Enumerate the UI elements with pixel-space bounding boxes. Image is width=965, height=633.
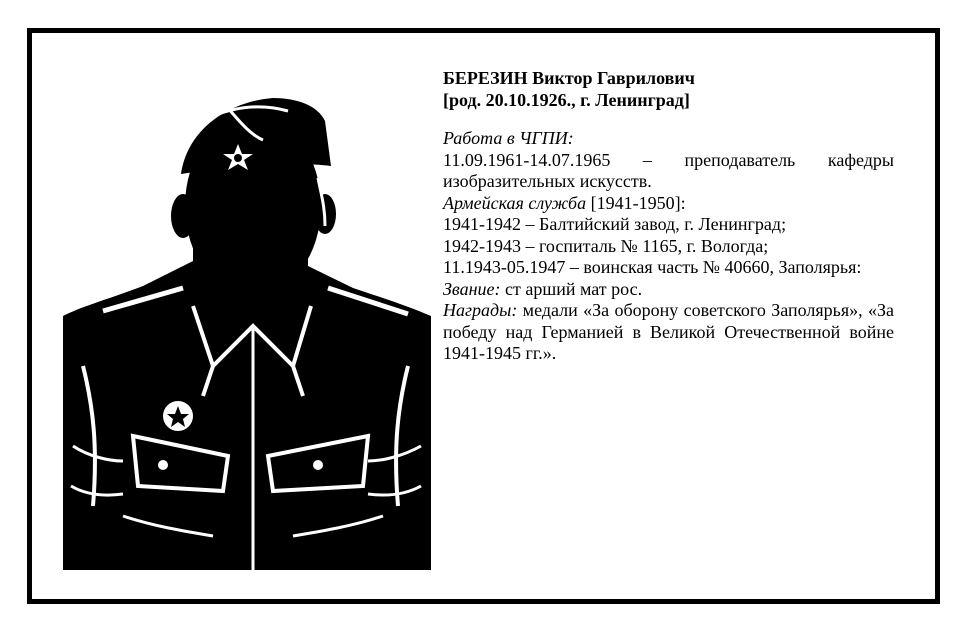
army-entry: 11.1943-05.1947 – воинская часть № 40660, Заполярья: — [443, 257, 862, 277]
awards-text: медали «За оборону советского Заполярья», «За победу над Германией в Великой Отечественной войне 1941-1945 гг.». — [443, 300, 894, 363]
army-section — [443, 193, 894, 279]
memorial-card — [27, 28, 940, 604]
rank-text: ст арший мат рос. — [500, 278, 643, 299]
army-label: Армейская служба — [443, 192, 587, 213]
awards-section — [443, 300, 894, 365]
rank-label: Звание: — [443, 278, 501, 299]
rank-section — [443, 279, 894, 301]
work-section — [443, 128, 894, 193]
biography-text — [443, 68, 894, 365]
army-period: [1941-1950]: — [586, 192, 686, 213]
person-birth: [род. 20.10.1926., г. Ленинград] — [443, 89, 690, 110]
awards-label: Награды: — [443, 300, 518, 320]
work-label: Работа в ЧГПИ: — [443, 128, 574, 148]
person-name: БЕРЕЗИН Виктор Гаврилович — [443, 68, 695, 88]
soldier-silhouette-portrait — [63, 66, 431, 570]
army-entry: 1942-1943 – госпиталь № 1165, г. Вологда; — [443, 235, 769, 256]
work-text: 11.09.1961-14.07.1965 – преподаватель кафедры изобразительных искусств. — [443, 149, 894, 191]
army-entry: 1941-1942 – Балтийский завод, г. Ленинград; — [443, 214, 787, 234]
